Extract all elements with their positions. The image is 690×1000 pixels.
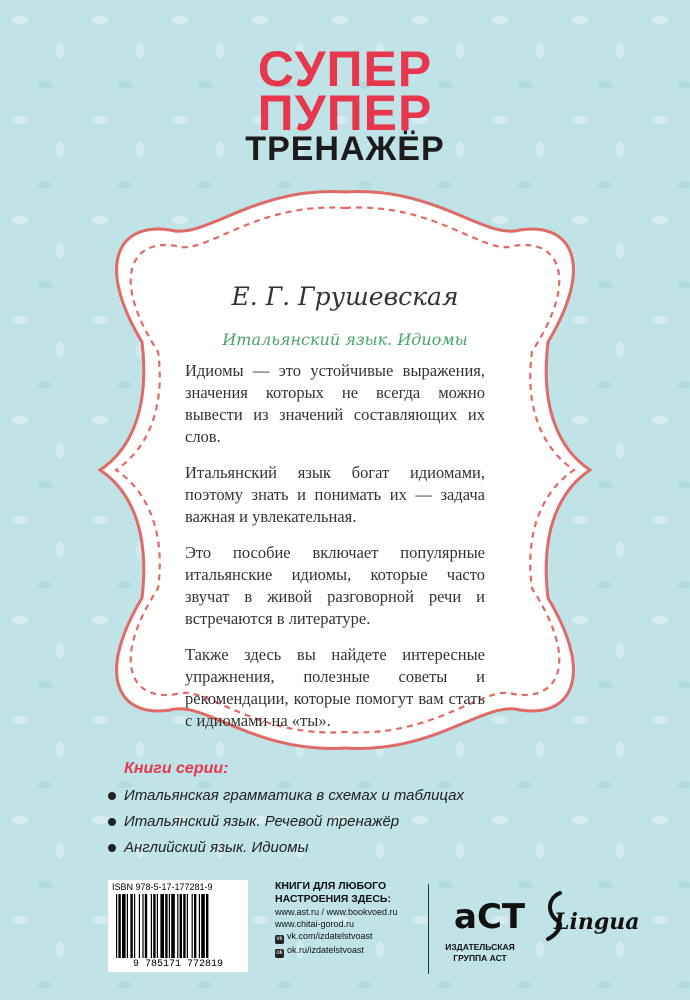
series-title-trenazher: ТРЕНАЖЁР <box>245 130 445 168</box>
barcode-bar <box>192 894 193 958</box>
description <box>185 360 485 746</box>
description-paragraph: Также здесь вы найдете интересные упражнения, полезные советы и рекомендации, которые помогут вам стать с идиомами на «ты». <box>185 645 485 730</box>
vk-icon: vk <box>276 936 283 942</box>
bullet-icon <box>108 818 116 826</box>
barcode-bar <box>187 894 188 958</box>
barcode-bar <box>116 894 117 958</box>
lingua-logo-icon <box>538 885 640 945</box>
description-paragraph: Итальянский язык богат идиомами, поэтому знать и понимать их — задача важная и увлекательная. <box>185 463 485 526</box>
barcode-bar <box>145 894 147 958</box>
description-paragraph: Идиомы — это устойчивые выражения, значения которых не всегда можно вывести из значений составляющих их слов. <box>185 361 485 446</box>
publisher-caption <box>434 942 526 964</box>
barcode-bar <box>139 894 140 958</box>
barcode-bar <box>160 894 164 958</box>
promo-heading-line2: НАСТРОЕНИЯ ЗДЕСЬ: <box>275 893 391 905</box>
isbn-number: ISBN 978-5-17-177281-9 <box>112 882 213 892</box>
barcode-bar <box>171 894 175 958</box>
promo-heading-line1: КНИГИ ДЛЯ ЛЮБОГО <box>275 880 387 892</box>
promo-block <box>275 880 425 958</box>
barcode-bar <box>134 894 135 958</box>
barcode-bar <box>199 894 200 958</box>
ok-link-text: ok.ru/izdatelstvoast <box>287 945 365 955</box>
barcode-panel <box>108 880 248 972</box>
list-item <box>108 835 464 861</box>
publisher-caption-line2: ГРУППА АСТ <box>453 953 507 963</box>
author-name: Е. Г. Грушевская <box>231 282 459 311</box>
bullet-icon <box>108 792 116 800</box>
ok-link[interactable] <box>275 944 425 958</box>
series-title-puper: ПУПЕР <box>257 85 433 141</box>
barcode-bar <box>177 894 178 958</box>
vk-link[interactable] <box>275 930 425 944</box>
barcode-bar <box>127 894 128 958</box>
book-title: Итальянский язык. Идиомы <box>222 330 468 349</box>
lingua-logo-text: Lingua <box>554 909 640 935</box>
ok-icon: ok <box>276 950 283 956</box>
barcode-digits: 9 785171 772819 <box>132 959 223 970</box>
divider <box>428 884 429 974</box>
barcode-icon <box>114 894 242 958</box>
barcode-bar <box>165 894 167 958</box>
barcode-bar <box>169 894 170 958</box>
series-books-list <box>108 783 464 861</box>
promo-site-link[interactable]: www.chitai-gorod.ru <box>275 919 355 929</box>
barcode-bar <box>130 894 132 958</box>
barcode-bar <box>206 894 208 958</box>
barcode-bar <box>157 894 158 958</box>
barcode-bar <box>142 894 143 958</box>
list-item <box>108 809 464 835</box>
barcode-bar <box>153 894 155 958</box>
barcode-bar <box>180 894 182 958</box>
publisher-caption-line1: ИЗДАТЕЛЬСКАЯ <box>445 942 515 952</box>
barcode-bar <box>151 894 152 958</box>
series-books-heading: Книги серии: <box>124 760 229 777</box>
ast-logo-icon <box>452 886 526 938</box>
vk-link-text: vk.com/izdatelstvoast <box>287 931 373 941</box>
promo-site-link[interactable]: www.ast.ru / www.bookvoed.ru <box>275 907 398 917</box>
series-book-title: Итальянская грамматика в схемах и таблицах <box>124 787 465 804</box>
description-paragraph: Это пособие включает популярные итальянские идиомы, которые часто звучат в живой разговорной речи и встречаются в литературе. <box>185 543 485 628</box>
bullet-icon <box>108 844 116 852</box>
list-item <box>108 783 464 809</box>
barcode-bar <box>122 894 126 958</box>
ast-logo-text: аСТ <box>454 897 526 937</box>
barcode-bar <box>194 894 196 958</box>
series-title-super: СУПЕР <box>257 41 433 97</box>
series-book-title: Английский язык. Идиомы <box>124 839 309 856</box>
series-book-title: Итальянский язык. Речевой тренажёр <box>124 813 400 830</box>
barcode-bar <box>118 894 120 958</box>
barcode-bar <box>183 894 185 958</box>
barcode-bar <box>201 894 205 958</box>
